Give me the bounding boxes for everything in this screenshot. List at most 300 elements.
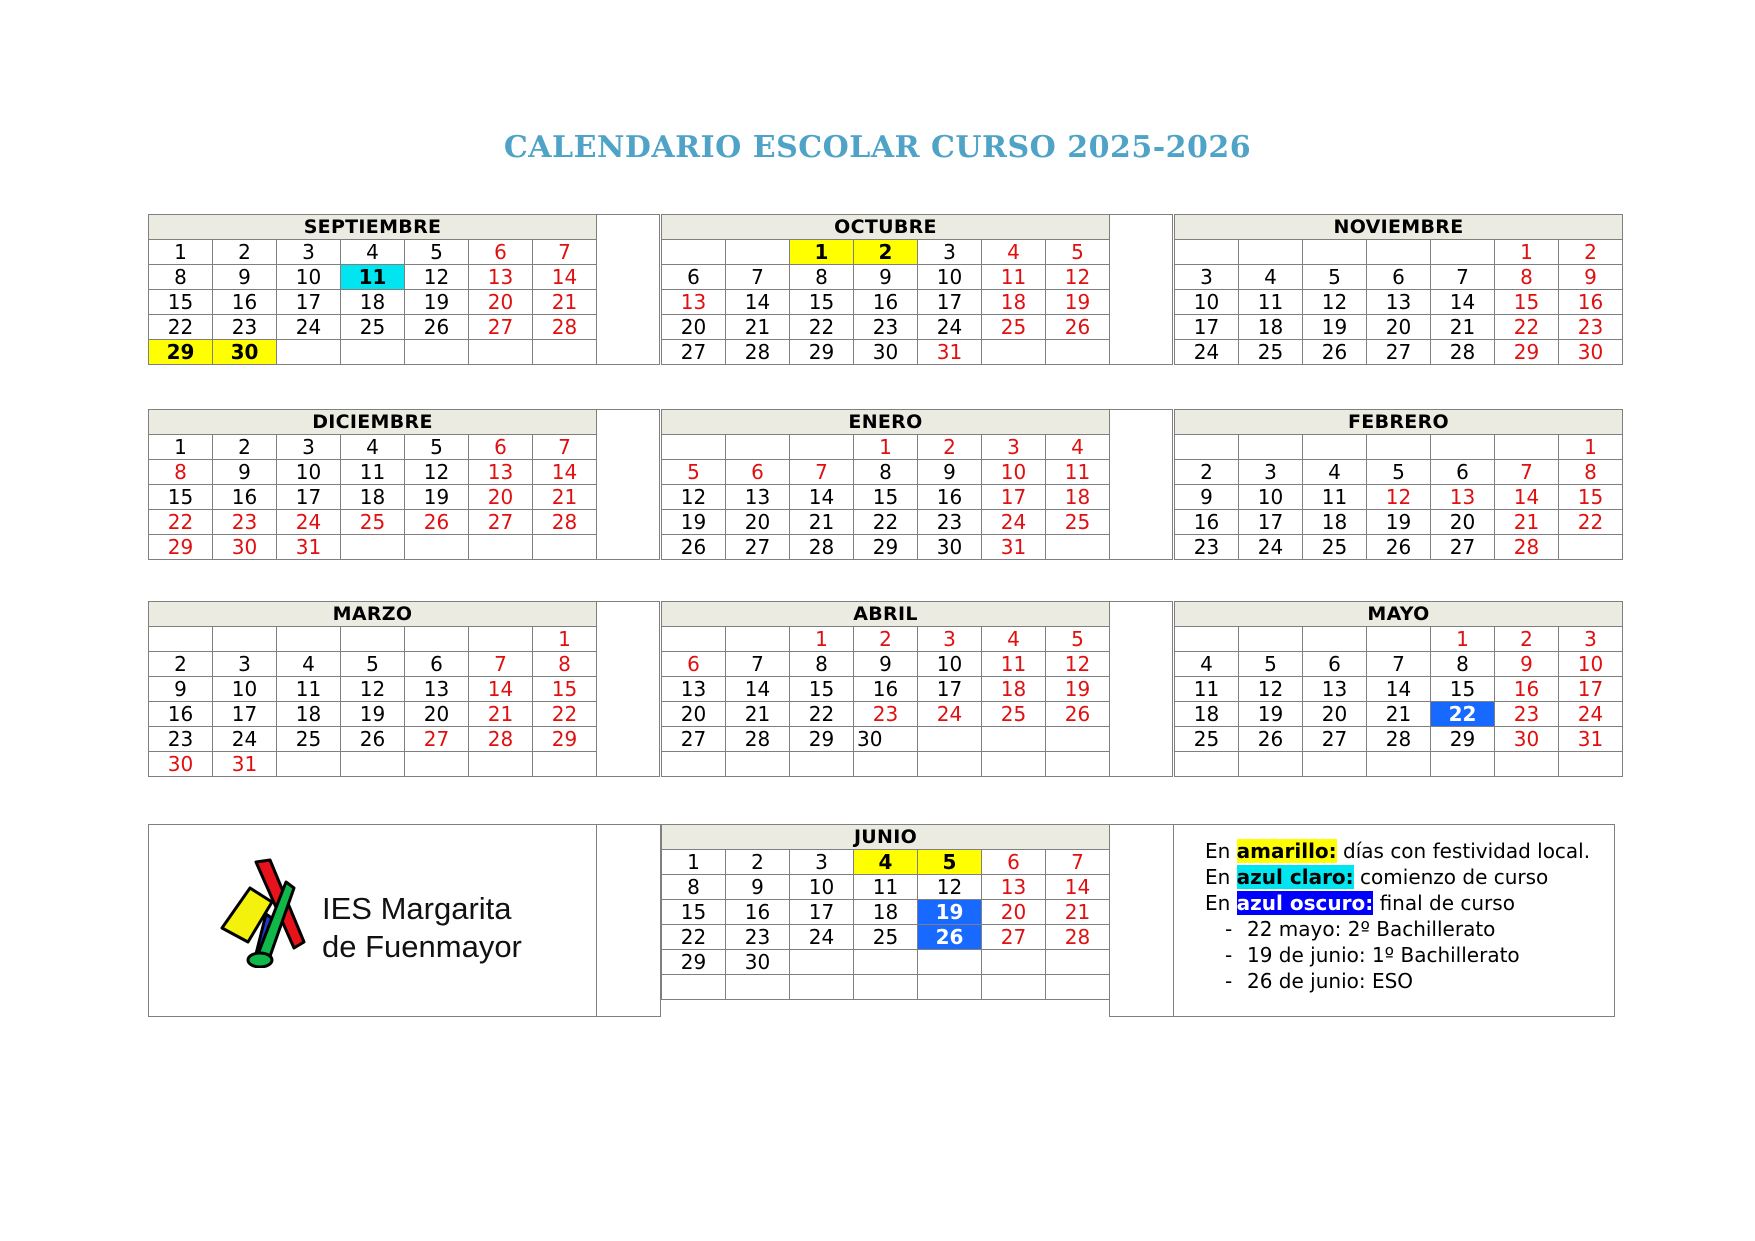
empty-day-cell: [790, 752, 854, 777]
day-cell: 26: [405, 315, 469, 340]
day-cell: 18: [341, 290, 405, 315]
day-cell: 4: [854, 850, 918, 875]
day-cell: 18: [277, 702, 341, 727]
empty-day-cell: [1303, 240, 1367, 265]
week-row: [662, 510, 1173, 535]
page-title: CALENDARIO ESCOLAR CURSO 2025-2026: [503, 130, 1252, 165]
day-cell: 21: [469, 702, 533, 727]
day-cell: 8: [1559, 460, 1623, 485]
day-cell: 23: [1495, 702, 1559, 727]
empty-day-cell: [1367, 240, 1431, 265]
day-cell: 5: [1367, 460, 1431, 485]
day-cell: 21: [1431, 315, 1495, 340]
day-cell: 6: [726, 460, 790, 485]
day-cell: 26: [1303, 340, 1367, 365]
day-cell: 16: [854, 677, 918, 702]
day-cell: 24: [918, 315, 982, 340]
day-cell: 21: [726, 315, 790, 340]
day-cell: 23: [213, 315, 277, 340]
day-cell: 16: [1495, 677, 1559, 702]
day-cell: 9: [726, 875, 790, 900]
day-cell: 4: [277, 652, 341, 677]
day-cell: 13: [469, 265, 533, 290]
day-cell: 22: [790, 315, 854, 340]
day-cell: 17: [918, 677, 982, 702]
week-row: [662, 290, 1173, 315]
empty-day-cell: [213, 627, 277, 652]
day-cell: 16: [918, 485, 982, 510]
day-cell: 17: [982, 485, 1046, 510]
day-cell: 3: [1559, 627, 1623, 652]
day-cell: 24: [277, 315, 341, 340]
day-cell: 17: [277, 290, 341, 315]
day-cell: 11: [277, 677, 341, 702]
day-cell: 6: [405, 652, 469, 677]
day-cell: 29: [854, 535, 918, 560]
month-mayo: [1174, 601, 1623, 777]
day-cell: 3: [277, 240, 341, 265]
day-cell: 6: [469, 435, 533, 460]
day-cell: 3: [277, 435, 341, 460]
day-cell: 18: [982, 677, 1046, 702]
day-cell: 13: [469, 460, 533, 485]
empty-day-cell: [982, 727, 1046, 752]
empty-day-cell: [1239, 627, 1303, 652]
day-cell: 2: [1175, 460, 1239, 485]
day-cell: 11: [1175, 677, 1239, 702]
legend-blue: En azul oscuro: final de curso: [1205, 891, 1515, 915]
day-cell: 9: [149, 677, 213, 702]
empty-day-cell: [469, 752, 533, 777]
day-cell: 11: [341, 460, 405, 485]
day-cell: 30: [1495, 727, 1559, 752]
day-cell: 16: [1559, 290, 1623, 315]
day-cell: 29: [533, 727, 597, 752]
week-row: [662, 535, 1173, 560]
legend-yellow: En amarillo: días con festividad local.: [1205, 839, 1591, 863]
week-row: [149, 240, 660, 265]
empty-day-cell: [469, 535, 533, 560]
day-cell: 15: [533, 677, 597, 702]
day-cell: 14: [533, 460, 597, 485]
day-cell: 22: [790, 702, 854, 727]
day-cell: 5: [918, 850, 982, 875]
week-row: [662, 677, 1173, 702]
day-cell: 30: [213, 535, 277, 560]
day-cell: 19: [662, 510, 726, 535]
week-row: [149, 727, 660, 752]
day-cell: 2: [1495, 627, 1559, 652]
day-cell: 29: [149, 340, 213, 365]
day-cell: 6: [1367, 265, 1431, 290]
day-cell: 23: [726, 925, 790, 950]
day-cell: 27: [469, 315, 533, 340]
day-cell: 27: [662, 727, 726, 752]
week-row: [1175, 460, 1623, 485]
day-cell: 15: [1495, 290, 1559, 315]
day-cell: 7: [726, 652, 790, 677]
day-cell: 22: [662, 925, 726, 950]
day-cell: 22: [854, 510, 918, 535]
day-cell: 25: [277, 727, 341, 752]
day-cell: 10: [790, 875, 854, 900]
day-cell: 28: [1046, 925, 1110, 950]
day-cell: 19: [1046, 677, 1110, 702]
day-cell: 28: [1367, 727, 1431, 752]
day-cell: 15: [1431, 677, 1495, 702]
day-cell: 22: [149, 510, 213, 535]
month-enero: [661, 409, 1173, 560]
week-row: [149, 290, 660, 315]
empty-day-cell: [662, 435, 726, 460]
day-cell: 22: [1431, 702, 1495, 727]
legend-item: - 19 de junio: 1º Bachillerato: [1225, 943, 1520, 967]
day-cell: 27: [469, 510, 533, 535]
day-cell: 24: [918, 702, 982, 727]
day-cell: 28: [1495, 535, 1559, 560]
empty-day-cell: [918, 727, 982, 752]
day-cell: 9: [1495, 652, 1559, 677]
day-cell: 5: [1303, 265, 1367, 290]
day-cell: 24: [213, 727, 277, 752]
empty-day-cell: [533, 340, 597, 365]
empty-day-cell: [1046, 727, 1110, 752]
day-cell: 30: [213, 340, 277, 365]
week-row: [1175, 510, 1623, 535]
day-cell: 30: [149, 752, 213, 777]
day-cell: 31: [918, 340, 982, 365]
day-cell: 14: [726, 677, 790, 702]
day-cell: 28: [533, 510, 597, 535]
day-cell: 31: [1559, 727, 1623, 752]
empty-day-cell: [1239, 435, 1303, 460]
day-cell: 25: [1303, 535, 1367, 560]
day-cell: 21: [533, 485, 597, 510]
day-cell: 8: [149, 460, 213, 485]
day-cell: 2: [213, 435, 277, 460]
day-cell: 12: [1303, 290, 1367, 315]
empty-day-cell: [341, 627, 405, 652]
week-row: [149, 752, 660, 777]
month-spacer: [597, 215, 660, 365]
day-cell: 26: [1367, 535, 1431, 560]
day-cell: 20: [982, 900, 1046, 925]
day-cell: 30: [1559, 340, 1623, 365]
empty-day-cell: [1559, 752, 1623, 777]
day-cell: 31: [277, 535, 341, 560]
week-row: [1175, 727, 1623, 752]
day-cell: 9: [1175, 485, 1239, 510]
empty-day-cell: [1046, 535, 1110, 560]
day-cell: 12: [1367, 485, 1431, 510]
week-row: [149, 315, 660, 340]
day-cell: 24: [1239, 535, 1303, 560]
empty-day-cell: [1175, 240, 1239, 265]
day-cell: 16: [726, 900, 790, 925]
empty-day-cell: [277, 752, 341, 777]
legend-item: - 26 de junio: ESO: [1225, 969, 1414, 993]
day-cell: 14: [790, 485, 854, 510]
day-cell: 15: [149, 290, 213, 315]
day-cell: 22: [1559, 510, 1623, 535]
school-logo: [208, 858, 318, 968]
day-cell: 24: [1175, 340, 1239, 365]
empty-day-cell: [726, 752, 790, 777]
day-cell: 4: [1303, 460, 1367, 485]
day-cell: 25: [341, 315, 405, 340]
day-cell: 19: [1303, 315, 1367, 340]
empty-day-cell: [1303, 435, 1367, 460]
day-cell: 21: [1495, 510, 1559, 535]
day-cell: 19: [1239, 702, 1303, 727]
day-cell: 24: [1559, 702, 1623, 727]
day-cell: 6: [1431, 460, 1495, 485]
empty-day-cell: [469, 627, 533, 652]
month-name: SEPTIEMBRE: [149, 215, 597, 240]
week-row: [662, 315, 1173, 340]
day-cell: 10: [1239, 485, 1303, 510]
day-cell: 21: [533, 290, 597, 315]
week-row: [662, 485, 1173, 510]
empty-day-cell: [405, 535, 469, 560]
week-row: [1175, 435, 1623, 460]
day-cell: 15: [1559, 485, 1623, 510]
day-cell: 9: [854, 652, 918, 677]
day-cell: 5: [341, 652, 405, 677]
day-cell: 11: [982, 652, 1046, 677]
day-cell: 27: [982, 925, 1046, 950]
week-row: [662, 752, 1173, 777]
day-cell: 22: [533, 702, 597, 727]
day-cell: 24: [277, 510, 341, 535]
day-cell: 7: [533, 435, 597, 460]
day-cell: 28: [726, 727, 790, 752]
day-cell: 6: [662, 265, 726, 290]
day-cell: 30: [854, 340, 918, 365]
day-cell: 1: [149, 240, 213, 265]
day-cell: 19: [918, 900, 982, 925]
week-row: [662, 627, 1173, 652]
legend-item: - 22 mayo: 2º Bachillerato: [1225, 917, 1496, 941]
empty-day-cell: [341, 340, 405, 365]
empty-day-cell: [149, 627, 213, 652]
day-cell: 25: [1239, 340, 1303, 365]
day-cell: 14: [1495, 485, 1559, 510]
day-cell: 1: [662, 850, 726, 875]
day-cell: 14: [1046, 875, 1110, 900]
day-cell: 7: [726, 265, 790, 290]
empty-day-cell: [277, 627, 341, 652]
day-cell: 19: [405, 290, 469, 315]
day-cell: 3: [1239, 460, 1303, 485]
day-cell: 23: [213, 510, 277, 535]
day-cell: 29: [1431, 727, 1495, 752]
day-cell: 18: [982, 290, 1046, 315]
day-cell: 5: [1046, 627, 1110, 652]
day-cell: 2: [854, 240, 918, 265]
day-cell: 12: [1046, 652, 1110, 677]
day-cell: 20: [469, 485, 533, 510]
day-cell: 26: [1046, 315, 1110, 340]
day-cell: 25: [1046, 510, 1110, 535]
day-cell: 27: [662, 340, 726, 365]
day-cell: 12: [918, 875, 982, 900]
empty-day-cell: [341, 535, 405, 560]
day-cell: 18: [1239, 315, 1303, 340]
month-spacer: [1110, 602, 1173, 777]
day-cell: 23: [1559, 315, 1623, 340]
day-cell: 25: [982, 315, 1046, 340]
day-cell: 29: [790, 340, 854, 365]
week-row: [662, 240, 1173, 265]
day-cell: 25: [341, 510, 405, 535]
day-cell: 13: [1303, 677, 1367, 702]
day-cell: 8: [1431, 652, 1495, 677]
day-cell: 27: [1431, 535, 1495, 560]
month-name: DICIEMBRE: [149, 410, 597, 435]
empty-day-cell: [726, 240, 790, 265]
legend: [1205, 838, 1590, 994]
empty-day-cell: [918, 752, 982, 777]
empty-day-cell: [726, 627, 790, 652]
day-cell: 19: [405, 485, 469, 510]
empty-day-cell: [1303, 752, 1367, 777]
day-cell: 25: [982, 702, 1046, 727]
legend-cyan: En azul claro: comienzo de curso: [1205, 865, 1549, 889]
day-cell: 18: [854, 900, 918, 925]
day-cell: 4: [982, 627, 1046, 652]
empty-day-cell: [1495, 435, 1559, 460]
empty-day-cell: [662, 240, 726, 265]
day-cell: 23: [1175, 535, 1239, 560]
day-cell: 20: [469, 290, 533, 315]
day-cell: 1: [854, 435, 918, 460]
week-row: [1175, 702, 1623, 727]
day-cell: 13: [662, 290, 726, 315]
day-cell: 1: [1559, 435, 1623, 460]
day-cell: 10: [277, 460, 341, 485]
day-cell: 14: [469, 677, 533, 702]
day-cell: 29: [790, 727, 854, 752]
day-cell: 16: [1175, 510, 1239, 535]
day-cell: 13: [982, 875, 1046, 900]
day-cell: 21: [726, 702, 790, 727]
month-name: ABRIL: [662, 602, 1110, 627]
month-name: ENERO: [662, 410, 1110, 435]
week-row: [1175, 290, 1623, 315]
empty-day-cell: [982, 752, 1046, 777]
day-cell: 11: [854, 875, 918, 900]
day-cell: 30: [726, 950, 790, 975]
week-row: [1175, 752, 1623, 777]
school-name-line1: IES Margarita: [322, 891, 512, 926]
school-name-line2: de Fuenmayor: [322, 929, 522, 964]
week-row: [149, 265, 660, 290]
day-cell: 13: [1367, 290, 1431, 315]
day-cell: 3: [982, 435, 1046, 460]
day-cell: 8: [662, 875, 726, 900]
month-spacer: [597, 602, 660, 777]
day-cell: 20: [726, 510, 790, 535]
day-cell: 21: [1046, 900, 1110, 925]
day-cell: 15: [790, 290, 854, 315]
day-cell: 28: [1431, 340, 1495, 365]
day-cell: 17: [790, 900, 854, 925]
empty-day-cell: [1175, 435, 1239, 460]
day-cell: 3: [213, 652, 277, 677]
day-cell: 26: [662, 535, 726, 560]
week-row: [149, 535, 660, 560]
day-cell: 20: [1431, 510, 1495, 535]
week-row: [662, 727, 1173, 752]
day-cell: 4: [341, 435, 405, 460]
day-cell: 19: [341, 702, 405, 727]
day-cell: 24: [790, 925, 854, 950]
empty-day-cell: [405, 340, 469, 365]
day-cell: 29: [149, 535, 213, 560]
month-name: FEBRERO: [1175, 410, 1623, 435]
empty-day-cell: [1175, 752, 1239, 777]
day-cell: 7: [1431, 265, 1495, 290]
week-row: [662, 340, 1173, 365]
day-cell: 10: [213, 677, 277, 702]
empty-day-cell: [1367, 752, 1431, 777]
empty-day-cell: [854, 752, 918, 777]
day-cell: 1: [790, 240, 854, 265]
day-cell: 9: [918, 460, 982, 485]
day-cell: 2: [854, 627, 918, 652]
empty-day-cell: [1559, 535, 1623, 560]
empty-day-cell: [1175, 627, 1239, 652]
day-cell: 25: [1175, 727, 1239, 752]
day-cell: 18: [1175, 702, 1239, 727]
day-cell: 26: [405, 510, 469, 535]
week-row: [149, 485, 660, 510]
day-cell: 31: [213, 752, 277, 777]
day-cell: 4: [1046, 435, 1110, 460]
day-cell: 10: [1559, 652, 1623, 677]
empty-day-cell: [1495, 752, 1559, 777]
day-cell: 4: [341, 240, 405, 265]
day-cell: 1: [1495, 240, 1559, 265]
day-cell: 1: [533, 627, 597, 652]
week-row: [662, 265, 1173, 290]
day-cell: 16: [213, 485, 277, 510]
day-cell: 8: [790, 652, 854, 677]
day-cell: 27: [1303, 727, 1367, 752]
day-cell: 21: [1367, 702, 1431, 727]
day-cell: 11: [1046, 460, 1110, 485]
month-name: OCTUBRE: [662, 215, 1110, 240]
day-cell: 9: [213, 265, 277, 290]
day-cell: 26: [341, 727, 405, 752]
day-cell: 18: [341, 485, 405, 510]
day-cell: 23: [149, 727, 213, 752]
empty-day-cell: [1431, 240, 1495, 265]
week-row: [149, 340, 660, 365]
day-cell: 3: [918, 627, 982, 652]
day-cell: 10: [1175, 290, 1239, 315]
week-row: [1175, 240, 1623, 265]
day-cell: 26: [1239, 727, 1303, 752]
day-cell: 21: [790, 510, 854, 535]
day-cell: 7: [533, 240, 597, 265]
month-name: NOVIEMBRE: [1175, 215, 1623, 240]
day-cell: 9: [213, 460, 277, 485]
day-cell: 2: [1559, 240, 1623, 265]
day-cell: 3: [918, 240, 982, 265]
day-cell: 12: [341, 677, 405, 702]
